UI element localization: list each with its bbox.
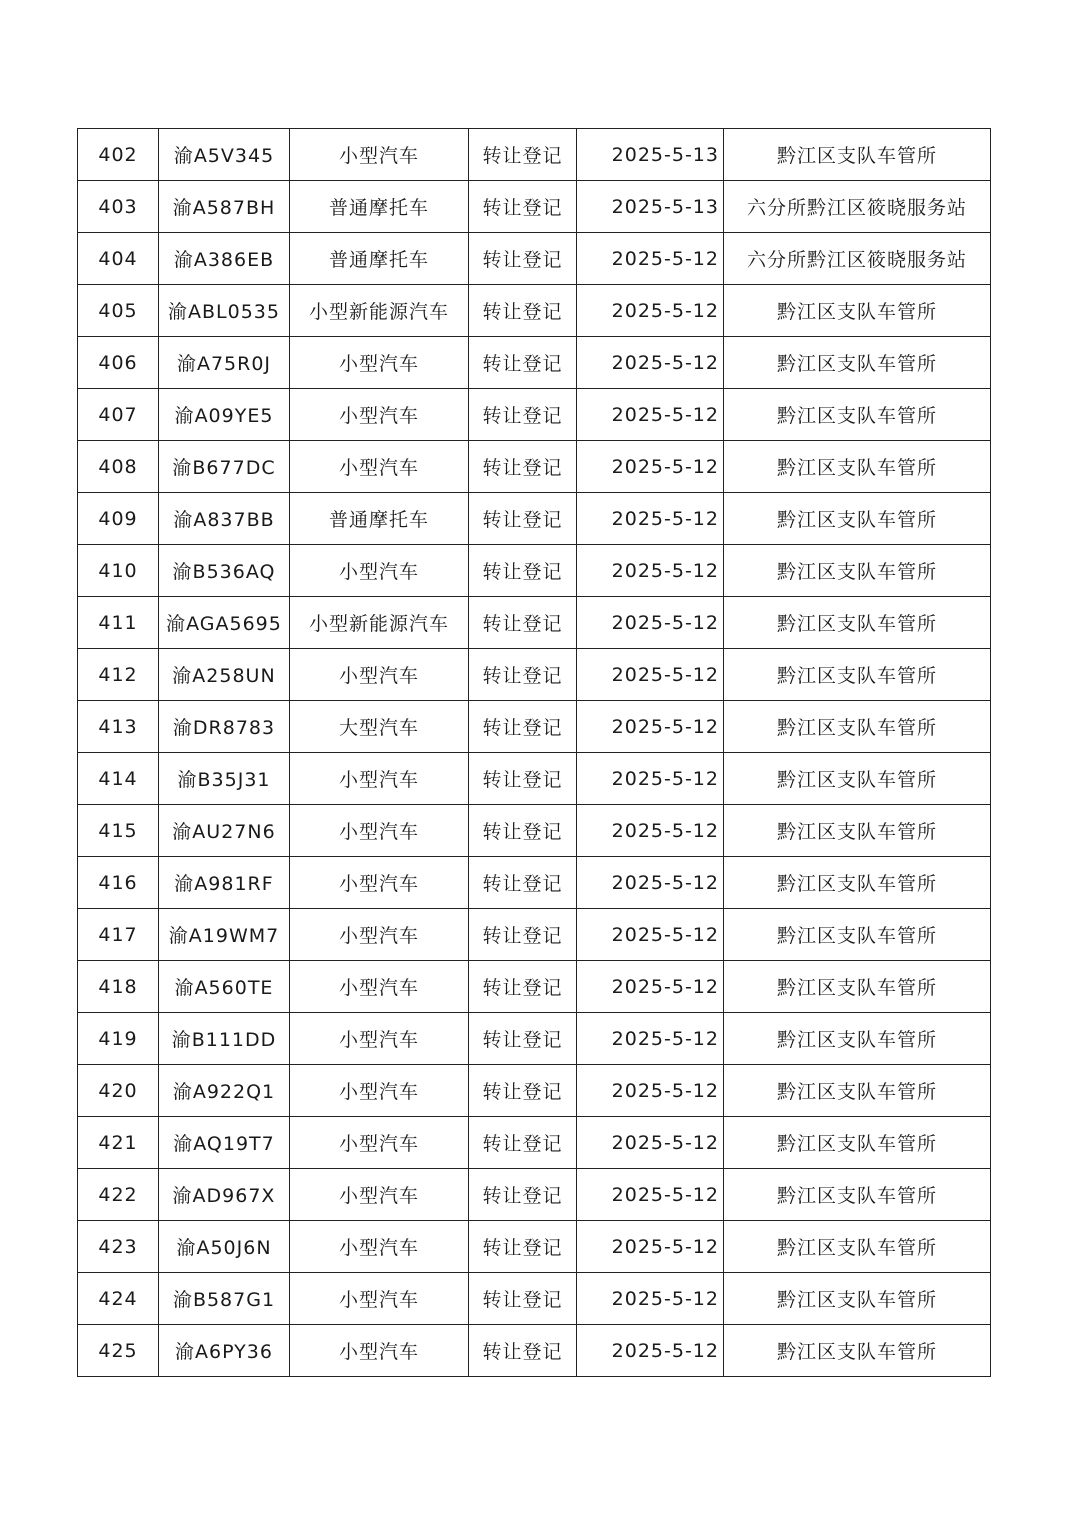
cell-business-type: 转让登记 xyxy=(469,389,577,441)
table-row xyxy=(78,857,991,909)
cell-office: 黔江区支队车管所 xyxy=(724,753,991,805)
cell-business-type: 转让登记 xyxy=(469,233,577,285)
table-row xyxy=(78,441,991,493)
cell-business-type: 转让登记 xyxy=(469,857,577,909)
cell-business-type: 转让登记 xyxy=(469,129,577,181)
cell-serial-number: 424 xyxy=(78,1273,159,1325)
cell-vehicle-type: 小型汽车 xyxy=(290,337,469,389)
cell-serial-number: 408 xyxy=(78,441,159,493)
cell-vehicle-type: 小型汽车 xyxy=(290,129,469,181)
cell-date: 2025-5-12 xyxy=(577,961,724,1013)
table-row xyxy=(78,961,991,1013)
cell-business-type: 转让登记 xyxy=(469,909,577,961)
cell-serial-number: 422 xyxy=(78,1169,159,1221)
cell-date: 2025-5-12 xyxy=(577,857,724,909)
cell-serial-number: 413 xyxy=(78,701,159,753)
cell-vehicle-type: 小型汽车 xyxy=(290,441,469,493)
cell-office: 黔江区支队车管所 xyxy=(724,1273,991,1325)
cell-serial-number: 406 xyxy=(78,337,159,389)
cell-date: 2025-5-12 xyxy=(577,1013,724,1065)
cell-plate-number: 渝B587G1 xyxy=(159,1273,290,1325)
cell-vehicle-type: 小型汽车 xyxy=(290,805,469,857)
cell-serial-number: 407 xyxy=(78,389,159,441)
cell-serial-number: 402 xyxy=(78,129,159,181)
cell-date: 2025-5-12 xyxy=(577,337,724,389)
cell-business-type: 转让登记 xyxy=(469,597,577,649)
table-row xyxy=(78,1221,991,1273)
cell-business-type: 转让登记 xyxy=(469,701,577,753)
table-row xyxy=(78,1117,991,1169)
cell-business-type: 转让登记 xyxy=(469,1325,577,1377)
cell-business-type: 转让登记 xyxy=(469,961,577,1013)
table-row xyxy=(78,233,991,285)
cell-date: 2025-5-12 xyxy=(577,649,724,701)
cell-office: 黔江区支队车管所 xyxy=(724,1065,991,1117)
cell-date: 2025-5-12 xyxy=(577,1169,724,1221)
cell-office: 黔江区支队车管所 xyxy=(724,1221,991,1273)
cell-plate-number: 渝AQ19T7 xyxy=(159,1117,290,1169)
cell-serial-number: 414 xyxy=(78,753,159,805)
cell-serial-number: 420 xyxy=(78,1065,159,1117)
cell-plate-number: 渝A19WM7 xyxy=(159,909,290,961)
cell-serial-number: 425 xyxy=(78,1325,159,1377)
cell-date: 2025-5-12 xyxy=(577,1325,724,1377)
cell-business-type: 转让登记 xyxy=(469,493,577,545)
cell-date: 2025-5-12 xyxy=(577,1273,724,1325)
cell-serial-number: 412 xyxy=(78,649,159,701)
cell-business-type: 转让登记 xyxy=(469,1273,577,1325)
cell-vehicle-type: 小型汽车 xyxy=(290,1117,469,1169)
cell-plate-number: 渝A50J6N xyxy=(159,1221,290,1273)
cell-serial-number: 411 xyxy=(78,597,159,649)
cell-business-type: 转让登记 xyxy=(469,1117,577,1169)
table-row xyxy=(78,1065,991,1117)
cell-office: 黔江区支队车管所 xyxy=(724,805,991,857)
cell-vehicle-type: 小型汽车 xyxy=(290,857,469,909)
cell-office: 黔江区支队车管所 xyxy=(724,701,991,753)
cell-plate-number: 渝A837BB xyxy=(159,493,290,545)
cell-vehicle-type: 普通摩托车 xyxy=(290,233,469,285)
cell-serial-number: 416 xyxy=(78,857,159,909)
cell-office: 黔江区支队车管所 xyxy=(724,961,991,1013)
cell-business-type: 转让登记 xyxy=(469,1169,577,1221)
cell-office: 黔江区支队车管所 xyxy=(724,649,991,701)
cell-plate-number: 渝B111DD xyxy=(159,1013,290,1065)
cell-office: 黔江区支队车管所 xyxy=(724,597,991,649)
cell-plate-number: 渝A5V345 xyxy=(159,129,290,181)
cell-plate-number: 渝B35J31 xyxy=(159,753,290,805)
cell-date: 2025-5-12 xyxy=(577,909,724,961)
cell-plate-number: 渝A386EB xyxy=(159,233,290,285)
cell-office: 六分所黔江区筱晓服务站 xyxy=(724,181,991,233)
cell-office: 黔江区支队车管所 xyxy=(724,337,991,389)
cell-business-type: 转让登记 xyxy=(469,753,577,805)
cell-serial-number: 417 xyxy=(78,909,159,961)
cell-office: 黔江区支队车管所 xyxy=(724,857,991,909)
table-row xyxy=(78,753,991,805)
cell-office: 黔江区支队车管所 xyxy=(724,441,991,493)
cell-date: 2025-5-12 xyxy=(577,233,724,285)
cell-business-type: 转让登记 xyxy=(469,441,577,493)
cell-serial-number: 405 xyxy=(78,285,159,337)
table-row xyxy=(78,493,991,545)
cell-vehicle-type: 小型新能源汽车 xyxy=(290,597,469,649)
cell-business-type: 转让登记 xyxy=(469,805,577,857)
cell-plate-number: 渝AU27N6 xyxy=(159,805,290,857)
cell-plate-number: 渝A09YE5 xyxy=(159,389,290,441)
cell-office: 黔江区支队车管所 xyxy=(724,389,991,441)
cell-date: 2025-5-12 xyxy=(577,285,724,337)
table-row xyxy=(78,909,991,961)
table-row xyxy=(78,597,991,649)
cell-vehicle-type: 小型汽车 xyxy=(290,545,469,597)
cell-office: 黔江区支队车管所 xyxy=(724,909,991,961)
cell-plate-number: 渝A922Q1 xyxy=(159,1065,290,1117)
cell-plate-number: 渝DR8783 xyxy=(159,701,290,753)
cell-vehicle-type: 小型汽车 xyxy=(290,1221,469,1273)
cell-plate-number: 渝A6PY36 xyxy=(159,1325,290,1377)
cell-serial-number: 415 xyxy=(78,805,159,857)
cell-business-type: 转让登记 xyxy=(469,1013,577,1065)
cell-vehicle-type: 小型汽车 xyxy=(290,649,469,701)
cell-plate-number: 渝A258UN xyxy=(159,649,290,701)
table-body xyxy=(78,129,991,1377)
cell-vehicle-type: 小型汽车 xyxy=(290,389,469,441)
cell-date: 2025-5-12 xyxy=(577,389,724,441)
cell-plate-number: 渝B677DC xyxy=(159,441,290,493)
cell-plate-number: 渝A560TE xyxy=(159,961,290,1013)
cell-vehicle-type: 小型新能源汽车 xyxy=(290,285,469,337)
cell-date: 2025-5-12 xyxy=(577,1065,724,1117)
cell-business-type: 转让登记 xyxy=(469,285,577,337)
cell-vehicle-type: 普通摩托车 xyxy=(290,493,469,545)
cell-vehicle-type: 普通摩托车 xyxy=(290,181,469,233)
cell-date: 2025-5-12 xyxy=(577,1221,724,1273)
cell-vehicle-type: 小型汽车 xyxy=(290,1273,469,1325)
table-row xyxy=(78,1273,991,1325)
cell-vehicle-type: 小型汽车 xyxy=(290,1169,469,1221)
table-row xyxy=(78,1013,991,1065)
cell-date: 2025-5-12 xyxy=(577,545,724,597)
table-row xyxy=(78,1169,991,1221)
cell-plate-number: 渝A587BH xyxy=(159,181,290,233)
cell-office: 黔江区支队车管所 xyxy=(724,1325,991,1377)
cell-business-type: 转让登记 xyxy=(469,649,577,701)
cell-office: 黔江区支队车管所 xyxy=(724,493,991,545)
cell-office: 黔江区支队车管所 xyxy=(724,1013,991,1065)
cell-date: 2025-5-12 xyxy=(577,493,724,545)
cell-office: 黔江区支队车管所 xyxy=(724,1169,991,1221)
cell-date: 2025-5-12 xyxy=(577,1117,724,1169)
cell-office: 黔江区支队车管所 xyxy=(724,545,991,597)
cell-plate-number: 渝AGA5695 xyxy=(159,597,290,649)
cell-serial-number: 409 xyxy=(78,493,159,545)
transfer-registration-table xyxy=(77,128,991,1377)
table-row xyxy=(78,285,991,337)
cell-office: 黔江区支队车管所 xyxy=(724,1117,991,1169)
table-row xyxy=(78,181,991,233)
cell-vehicle-type: 小型汽车 xyxy=(290,961,469,1013)
cell-office: 黔江区支队车管所 xyxy=(724,285,991,337)
cell-serial-number: 419 xyxy=(78,1013,159,1065)
cell-plate-number: 渝B536AQ xyxy=(159,545,290,597)
cell-date: 2025-5-12 xyxy=(577,597,724,649)
cell-vehicle-type: 小型汽车 xyxy=(290,1065,469,1117)
cell-vehicle-type: 小型汽车 xyxy=(290,909,469,961)
cell-serial-number: 423 xyxy=(78,1221,159,1273)
cell-serial-number: 421 xyxy=(78,1117,159,1169)
cell-vehicle-type: 小型汽车 xyxy=(290,1013,469,1065)
cell-serial-number: 403 xyxy=(78,181,159,233)
cell-business-type: 转让登记 xyxy=(469,1065,577,1117)
cell-plate-number: 渝A75R0J xyxy=(159,337,290,389)
cell-vehicle-type: 小型汽车 xyxy=(290,1325,469,1377)
table-row xyxy=(78,545,991,597)
table-row xyxy=(78,805,991,857)
cell-date: 2025-5-13 xyxy=(577,129,724,181)
cell-business-type: 转让登记 xyxy=(469,1221,577,1273)
cell-office: 黔江区支队车管所 xyxy=(724,129,991,181)
cell-office: 六分所黔江区筱晓服务站 xyxy=(724,233,991,285)
cell-plate-number: 渝AD967X xyxy=(159,1169,290,1221)
cell-vehicle-type: 大型汽车 xyxy=(290,701,469,753)
cell-date: 2025-5-12 xyxy=(577,701,724,753)
table-row xyxy=(78,389,991,441)
table-row xyxy=(78,701,991,753)
table-row xyxy=(78,129,991,181)
table-row xyxy=(78,649,991,701)
cell-serial-number: 410 xyxy=(78,545,159,597)
cell-date: 2025-5-13 xyxy=(577,181,724,233)
cell-serial-number: 404 xyxy=(78,233,159,285)
cell-plate-number: 渝A981RF xyxy=(159,857,290,909)
cell-plate-number: 渝ABL0535 xyxy=(159,285,290,337)
cell-business-type: 转让登记 xyxy=(469,181,577,233)
cell-date: 2025-5-12 xyxy=(577,753,724,805)
cell-business-type: 转让登记 xyxy=(469,545,577,597)
table-row xyxy=(78,1325,991,1377)
table-row xyxy=(78,337,991,389)
cell-serial-number: 418 xyxy=(78,961,159,1013)
cell-date: 2025-5-12 xyxy=(577,441,724,493)
cell-vehicle-type: 小型汽车 xyxy=(290,753,469,805)
cell-business-type: 转让登记 xyxy=(469,337,577,389)
cell-date: 2025-5-12 xyxy=(577,805,724,857)
